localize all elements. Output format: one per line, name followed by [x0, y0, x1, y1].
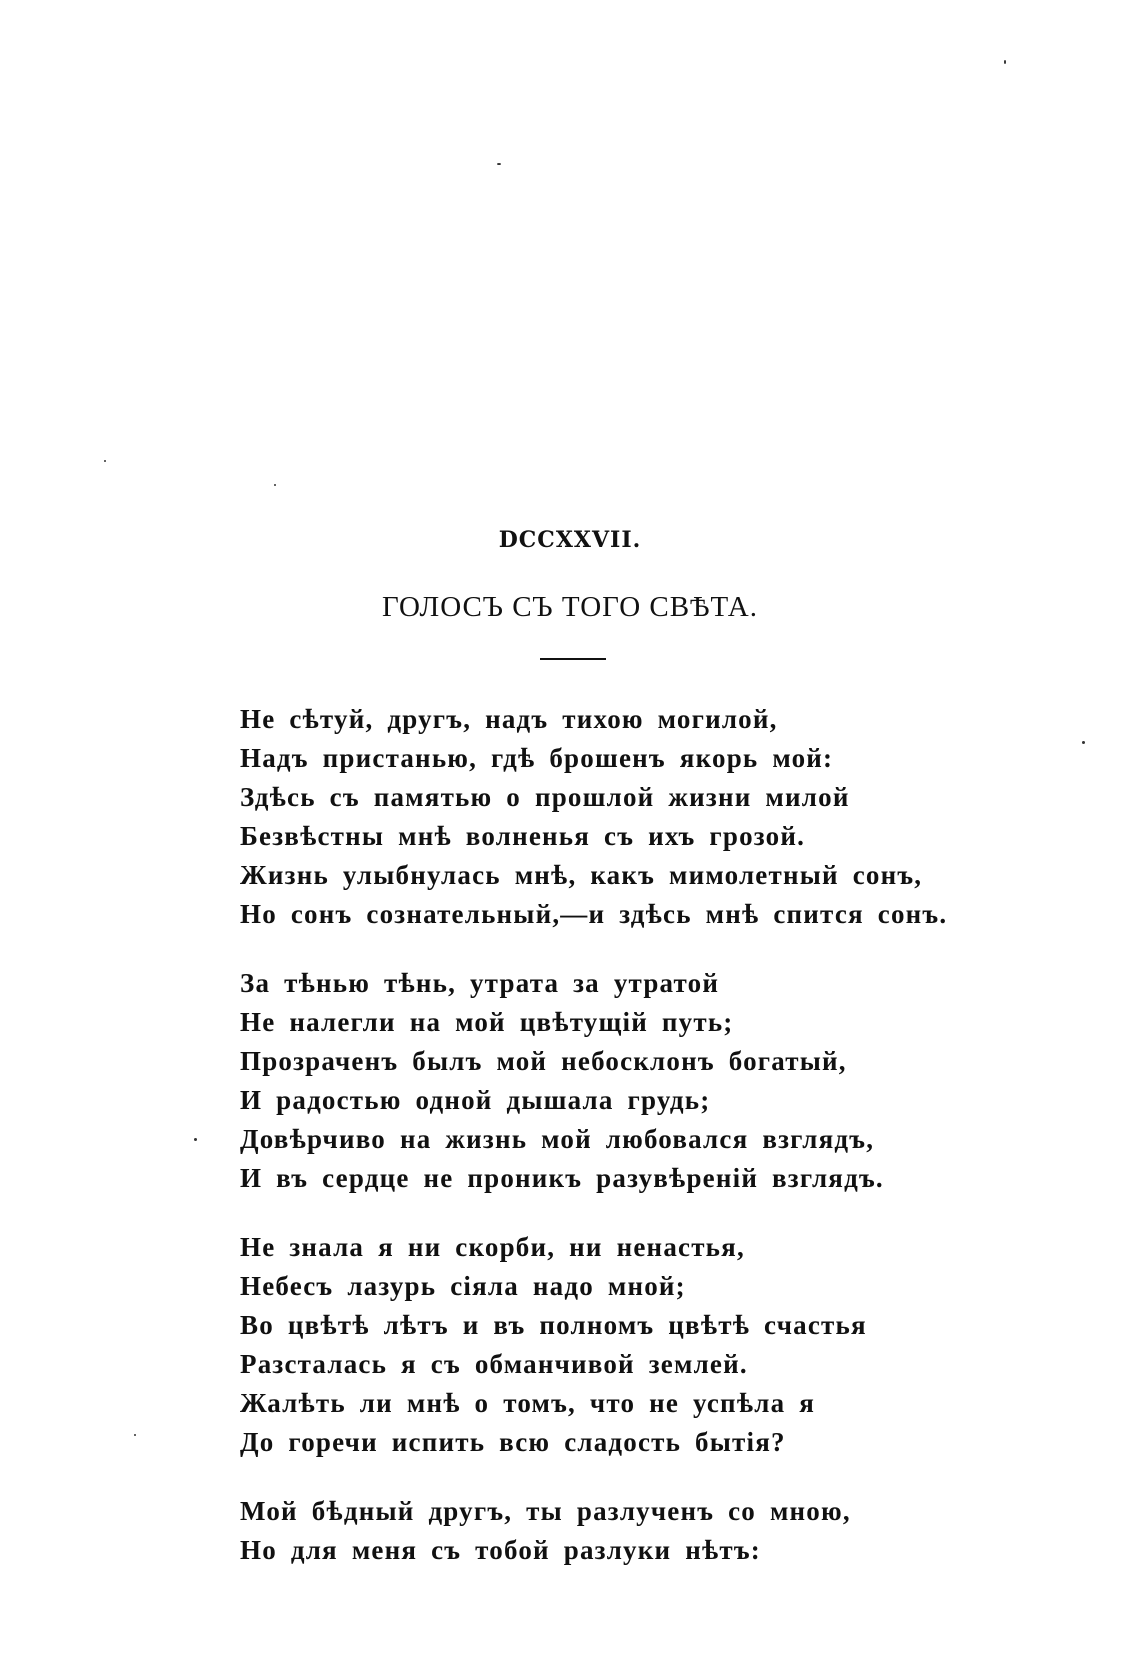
- verse-line: Но сонъ сознательный,—и здѣсь мнѣ спится сонъ.: [240, 899, 948, 929]
- verse-line: Не сѣтуй, другъ, надъ тихою могилой,: [240, 704, 778, 734]
- verse-line: Во цвѣтѣ лѣтъ и въ полномъ цвѣтѣ счастья: [240, 1310, 867, 1340]
- stanza: [240, 1228, 1120, 1462]
- verse-line: За тѣнью тѣнь, утрата за утратой: [240, 968, 720, 998]
- verse-line: Жалѣть ли мнѣ о томъ, что не успѣла я: [240, 1388, 816, 1418]
- scan-speck: [274, 484, 276, 486]
- poem-body: [240, 700, 1120, 1600]
- verse-line: Не налегли на мой цвѣтущій путь;: [240, 1007, 734, 1037]
- verse-line: Мой бѣдный другъ, ты разлученъ со мною,: [240, 1496, 851, 1526]
- verse-line: Но для меня съ тобой разлуки нѣтъ:: [240, 1535, 761, 1565]
- verse-line: Довѣрчиво на жизнь мой любовался взглядъ,: [240, 1124, 875, 1154]
- verse-line: До горечи испить всю сладость бытія?: [240, 1427, 786, 1457]
- poem-title: ГОЛОСЪ СЪ ТОГО СВѢТА.: [382, 591, 758, 623]
- scan-speck: [194, 1138, 197, 1141]
- verse-line: И радостью одной дышала грудь;: [240, 1085, 711, 1115]
- scan-speck: [1082, 741, 1085, 744]
- scan-speck: [104, 460, 106, 462]
- verse-line: Разсталась я съ обманчивой землей.: [240, 1349, 748, 1379]
- stanza: [240, 1492, 1120, 1570]
- verse-line: Небесъ лазурь сіяла надо мной;: [240, 1271, 686, 1301]
- verse-line: И въ сердце не проникъ разувѣреній взглядъ.: [240, 1163, 884, 1193]
- verse-line: Безвѣстны мнѣ волненья съ ихъ грозой.: [240, 821, 806, 851]
- poem-number: DCCXXVII.: [498, 527, 642, 553]
- scan-speck: [1004, 60, 1006, 64]
- verse-line: Здѣсь съ памятью о прошлой жизни милой: [240, 782, 850, 812]
- scan-speck: [497, 163, 501, 165]
- title-divider: [540, 658, 606, 660]
- stanza: [240, 964, 1120, 1198]
- stanza: [240, 700, 1120, 934]
- verse-line: Прозраченъ былъ мой небосклонъ богатый,: [240, 1046, 847, 1076]
- verse-line: Не знала я ни скорби, ни ненастья,: [240, 1232, 745, 1262]
- verse-line: Жизнь улыбнулась мнѣ, какъ мимолетный сонъ,: [240, 860, 923, 890]
- verse-line: Надъ пристанью, гдѣ брошенъ якорь мой:: [240, 743, 834, 773]
- scan-speck: [134, 1434, 136, 1436]
